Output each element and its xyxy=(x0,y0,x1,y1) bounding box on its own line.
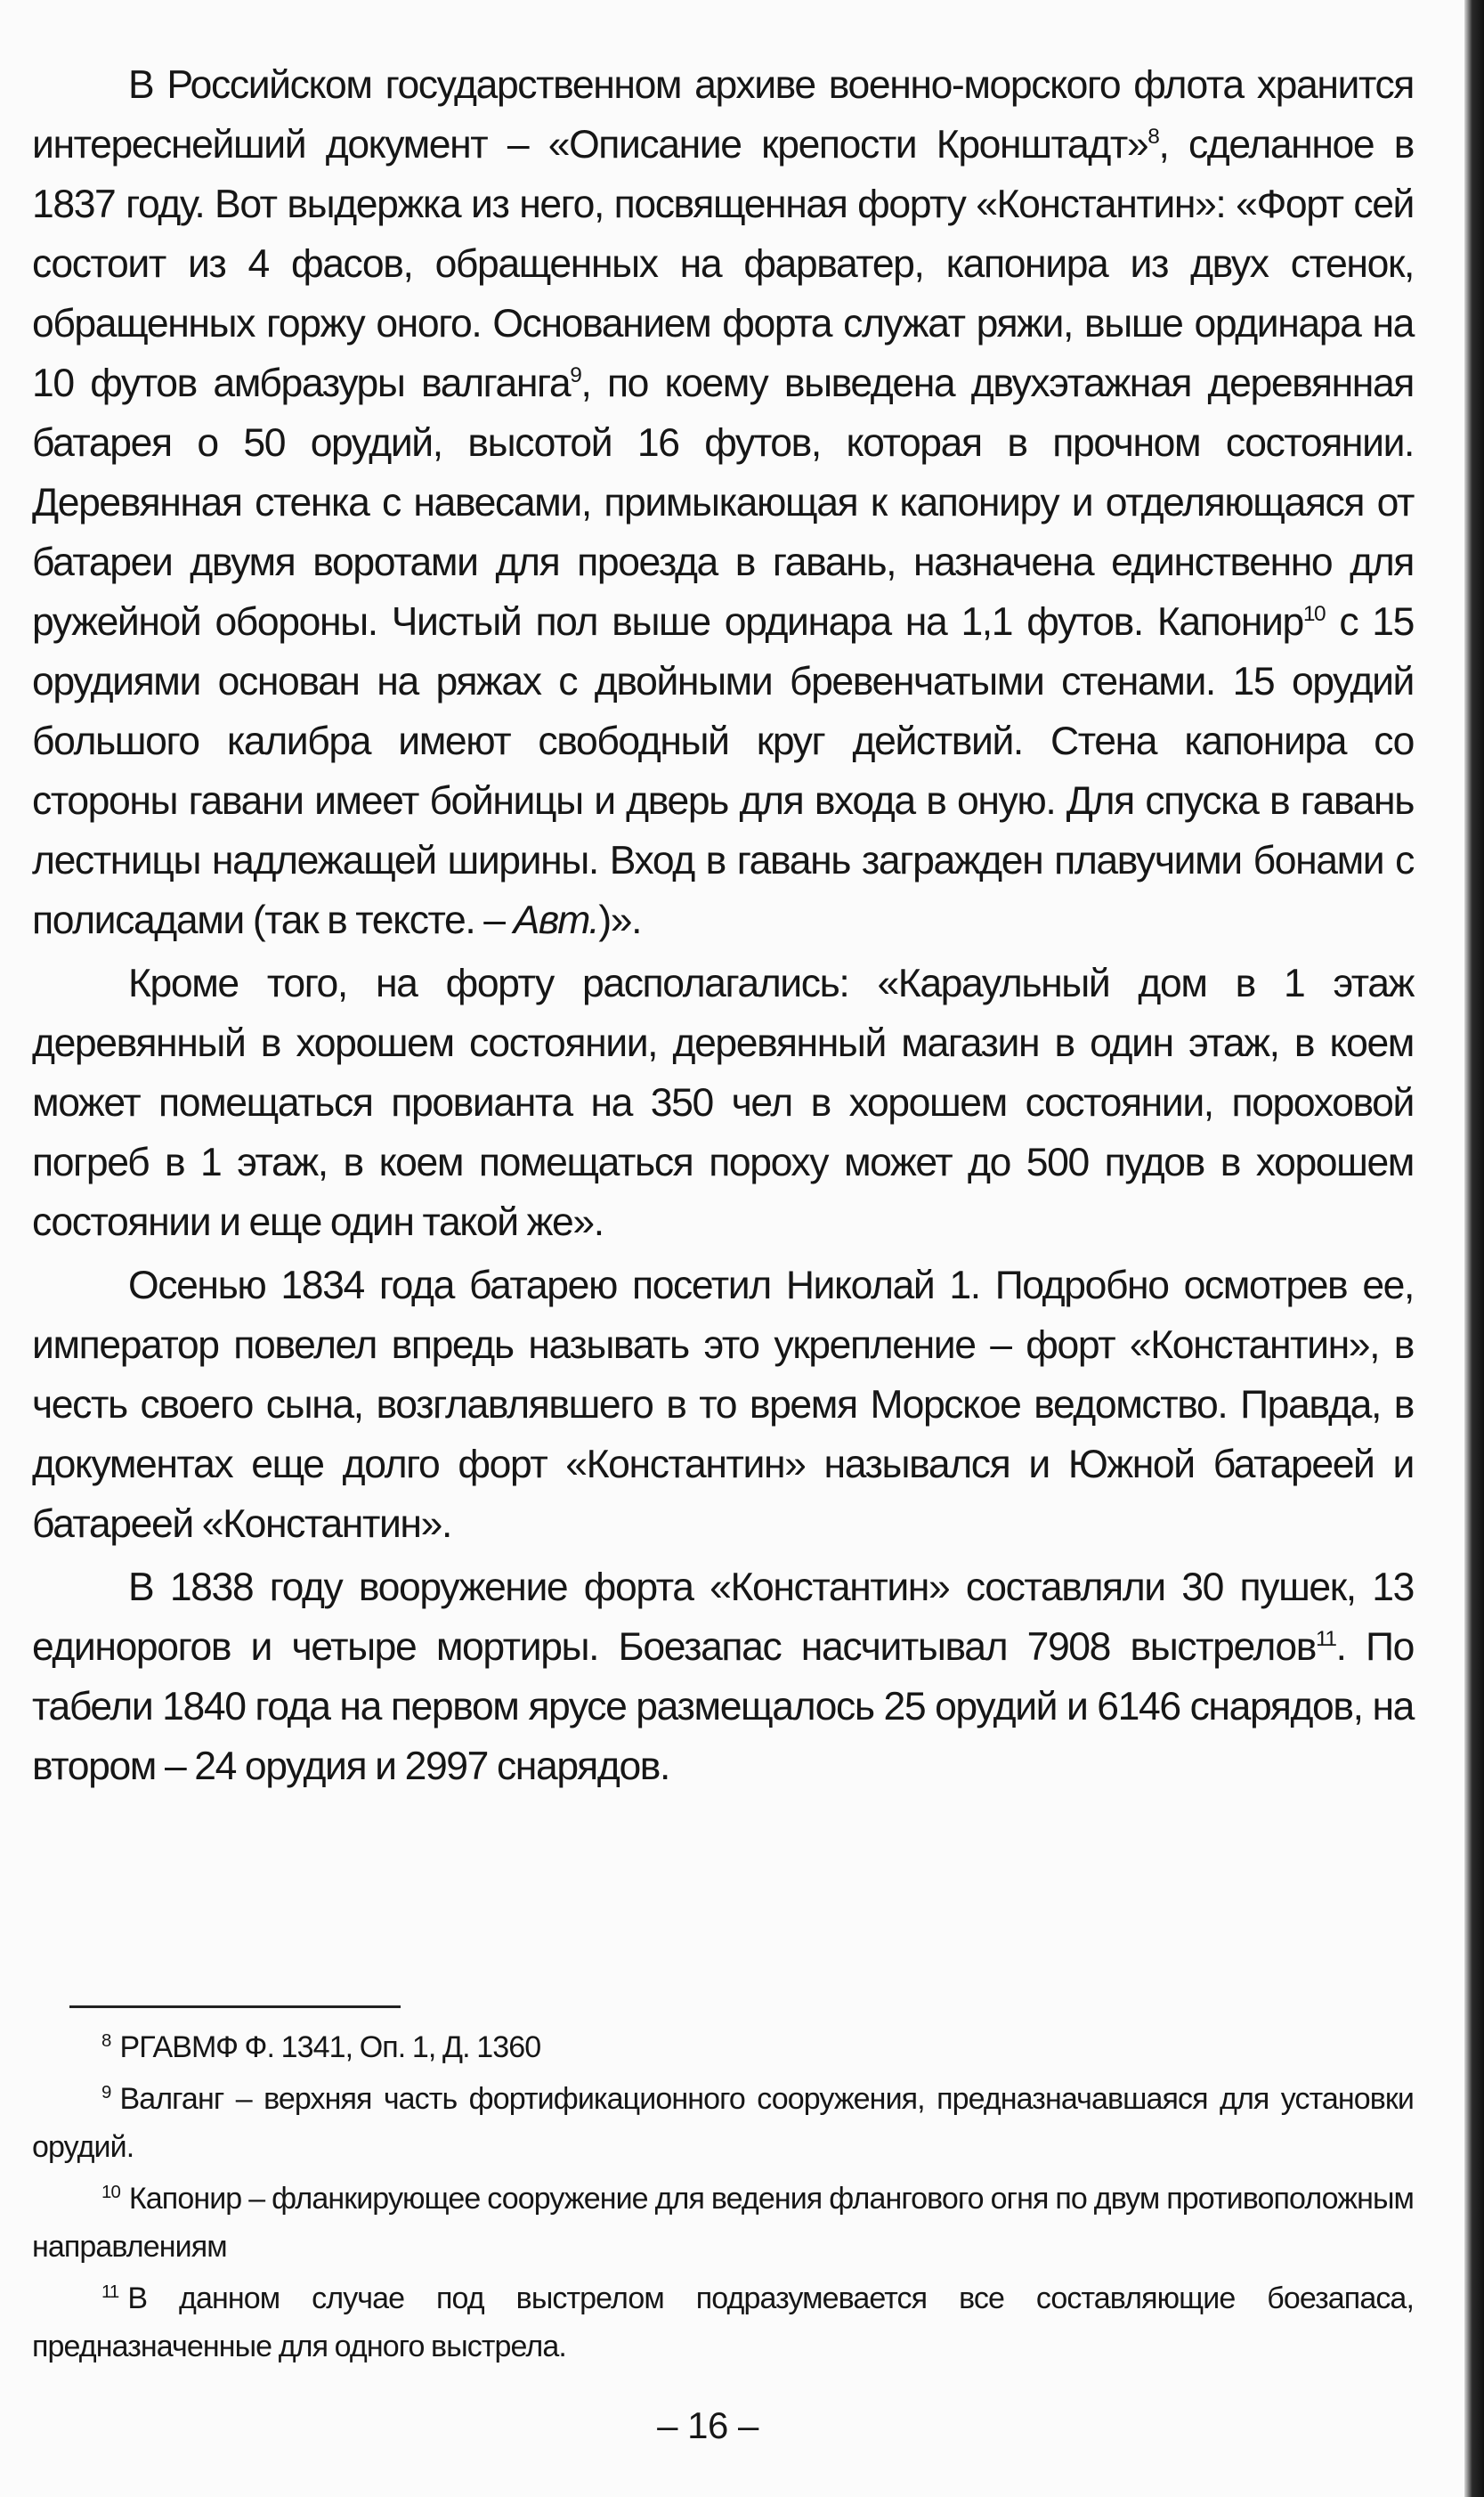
footnote-8 xyxy=(32,2023,1414,2071)
paragraph-3 xyxy=(32,1256,1414,1554)
text-run: Осенью 1834 года батарею посетил Николай 1. Подробно осмотрев ее, император повелел впредь называть это укрепление – форт «Константин», в честь своего сына, возглавлявшего в то время Морское ведомство. Правда, в документах еще долго форт «Константин» назывался и Южной батареей и батареей «Константин». xyxy=(32,1264,1414,1546)
text-run: В 1838 году вооружение форта «Константин» составляли 30 пушек, 13 единорогов и четыре мортиры. Боезапас насчитывал 7908 выстрелов xyxy=(32,1566,1414,1669)
text-run: В Российском государственном архиве военно-морского флота хранится интереснейший документ – «Описание крепости Кронштадт» xyxy=(32,63,1414,167)
footnote-mark: 9 xyxy=(101,2082,111,2103)
footnote-10 xyxy=(32,2175,1414,2271)
footnote-separator xyxy=(69,2005,401,2008)
footnote-mark: 10 xyxy=(101,2182,120,2202)
text-run: , по коему выведена двухэтажная деревянная батарея о 50 орудий, высотой 16 футов, которая в прочном состоянии. Деревянная стенка с навесами, примыкающая к капониру и отделяющаяся от батареи двумя воротами для проезда в гавань, назначена единственно для ружейной обороны. Чистый пол выше ординара на 1,1 футов. Капонир xyxy=(32,362,1414,644)
footnote-ref-11[interactable]: 11 xyxy=(1316,1627,1336,1652)
footnote-text: Капонир – фланкирующее сооружение для ведения флангового огня по двум противоположным направлениям xyxy=(32,2182,1414,2264)
paragraph-2 xyxy=(32,954,1414,1252)
text-run: с 15 орудиями основан на ряжах с двойными бревенчатыми стенами. 15 орудий большого калибра имеют свободный круг действий. Стена капонира со стороны гавани имеет бойницы и дверь для входа в оную. Для спуска в гавань лестницы надлежащей ширины. Вход в гавань загражден плавучими бонами с полисадами (так в тексте. – xyxy=(32,600,1414,942)
footnote-ref-10[interactable]: 10 xyxy=(1302,602,1326,627)
paragraph-4 xyxy=(32,1558,1414,1796)
paragraph-1 xyxy=(32,55,1414,950)
text-run: , сделанное в 1837 году. Вот выдержка из него, посвященная форту «Константин»: «Форт сей состоит из 4 фасов, обращенных на фарватер, капонира из двух стенок, обращенных горжу оного. Основанием форта служат ряжи, выше ординара на 10 футов амбразуры валганга xyxy=(32,123,1414,405)
footnotes xyxy=(32,2023,1414,2374)
footnote-11 xyxy=(32,2274,1414,2371)
text-run: . По табели 1840 года на первом ярусе размещалось 25 орудий и 6146 снарядов, на втором – 24 орудия и 2997 снарядов. xyxy=(32,1625,1414,1788)
footnote-mark: 8 xyxy=(101,2030,111,2051)
footnote-text: РГАВМФ Ф. 1341, Оп. 1, Д. 1360 xyxy=(119,2030,541,2064)
footnote-ref-8[interactable]: 8 xyxy=(1147,125,1159,150)
footnote-ref-9[interactable]: 9 xyxy=(570,363,581,388)
footnote-text: В данном случае под выстрелом подразумевается все составляющие боезапаса, предназначенные для одного выстрела. xyxy=(32,2281,1414,2363)
text-run: )». xyxy=(598,899,642,942)
text-run: Кроме того, на форту располагались: «Караульный дом в 1 этаж деревянный в хорошем состоянии, деревянный магазин в один этаж, в коем может помещаться провианта на 350 чел в хорошем состоянии, пороховой погреб в 1 этаж, в коем помещаться пороху может до 500 пудов в хорошем состоянии и еще один такой же». xyxy=(32,962,1414,1244)
page-number: – 16 – xyxy=(657,2404,758,2446)
page-edge-shadow xyxy=(1464,0,1484,2497)
author-note: Авт. xyxy=(513,899,599,942)
main-text xyxy=(32,55,1414,1796)
footnote-mark: 11 xyxy=(101,2281,119,2302)
footnote-text: Валганг – верхняя часть фортификационного сооружения, предназначавшаяся для установки орудий. xyxy=(32,2082,1414,2164)
footnote-9 xyxy=(32,2075,1414,2171)
